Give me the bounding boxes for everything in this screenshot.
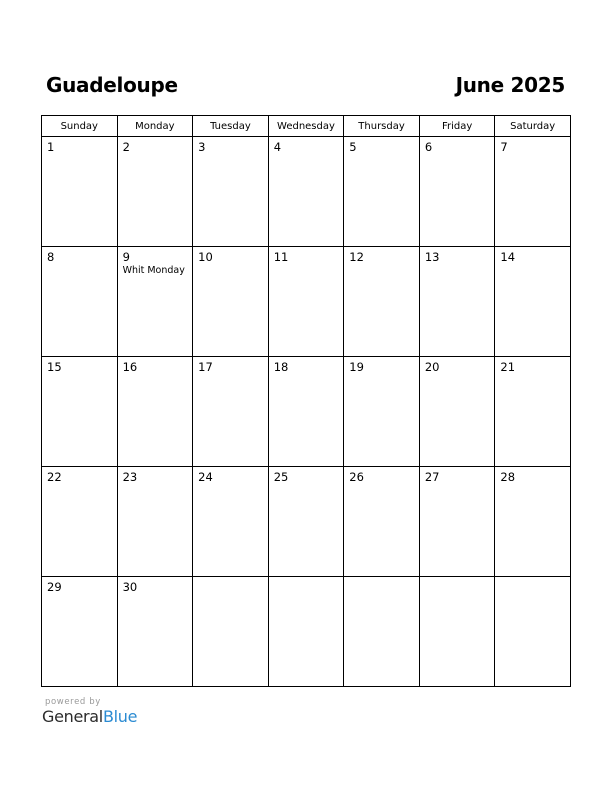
day-cell[interactable] bbox=[193, 577, 269, 687]
day-number: 21 bbox=[500, 360, 516, 374]
day-number: 27 bbox=[424, 470, 440, 484]
day-number: 1 bbox=[47, 140, 55, 154]
day-cell[interactable] bbox=[117, 467, 193, 577]
day-number: 2 bbox=[122, 140, 130, 154]
weekday-header: Wednesday bbox=[268, 116, 344, 137]
week-row bbox=[42, 577, 571, 687]
region-title: Guadeloupe bbox=[46, 73, 178, 97]
weekday-header: Sunday bbox=[42, 116, 118, 137]
day-cell[interactable] bbox=[495, 247, 571, 357]
calendar-grid bbox=[41, 115, 571, 687]
brand-blue-text: Blue bbox=[102, 707, 138, 726]
day-cell[interactable] bbox=[117, 247, 193, 357]
weekday-header: Friday bbox=[419, 116, 495, 137]
weekday-header: Saturday bbox=[495, 116, 571, 137]
day-cell[interactable] bbox=[117, 577, 193, 687]
week-row bbox=[42, 357, 571, 467]
day-number bbox=[420, 577, 495, 581]
day-number: 3 bbox=[198, 140, 206, 154]
day-cell[interactable] bbox=[419, 467, 495, 577]
day-number: 30 bbox=[122, 580, 138, 594]
day-number: 6 bbox=[424, 140, 433, 154]
week-row bbox=[42, 137, 571, 247]
week-row bbox=[42, 467, 571, 577]
day-number: 18 bbox=[273, 360, 289, 374]
weekday-header: Monday bbox=[117, 116, 193, 137]
day-number: 15 bbox=[47, 360, 62, 374]
day-cell[interactable] bbox=[419, 357, 495, 467]
day-cell[interactable] bbox=[42, 137, 118, 247]
day-cell[interactable] bbox=[268, 357, 344, 467]
day-cell[interactable] bbox=[495, 137, 571, 247]
day-cell[interactable] bbox=[344, 247, 420, 357]
day-cell[interactable] bbox=[268, 137, 344, 247]
day-cell[interactable] bbox=[193, 137, 269, 247]
day-cell[interactable] bbox=[344, 577, 420, 687]
day-cell[interactable] bbox=[42, 357, 118, 467]
brand-general-text: General bbox=[42, 707, 103, 726]
powered-by-text: powered by bbox=[45, 697, 101, 707]
day-cell[interactable] bbox=[117, 357, 193, 467]
day-number: 22 bbox=[47, 470, 62, 484]
day-number: 23 bbox=[122, 470, 138, 484]
day-number: 19 bbox=[349, 360, 364, 374]
day-number bbox=[193, 577, 268, 581]
day-number bbox=[344, 577, 419, 581]
day-cell[interactable] bbox=[419, 247, 495, 357]
day-cell[interactable] bbox=[42, 247, 118, 357]
footer-branding bbox=[42, 697, 137, 727]
day-cell[interactable] bbox=[42, 577, 118, 687]
day-number: 24 bbox=[198, 470, 213, 484]
day-cell[interactable] bbox=[495, 357, 571, 467]
day-number: 10 bbox=[198, 250, 213, 264]
day-cell[interactable] bbox=[344, 357, 420, 467]
day-cell[interactable] bbox=[117, 137, 193, 247]
day-cell[interactable] bbox=[193, 357, 269, 467]
day-cell[interactable] bbox=[193, 467, 269, 577]
day-cell[interactable] bbox=[495, 467, 571, 577]
day-number: 17 bbox=[198, 360, 213, 374]
day-number: 16 bbox=[122, 360, 138, 374]
weekday-header-row bbox=[42, 116, 571, 137]
day-number: 29 bbox=[47, 580, 62, 594]
day-number: 14 bbox=[500, 250, 516, 264]
weekday-header: Thursday bbox=[344, 116, 420, 137]
month-year-title: June 2025 bbox=[455, 73, 565, 97]
weekday-header: Tuesday bbox=[193, 116, 269, 137]
day-number: 8 bbox=[47, 250, 55, 264]
day-cell[interactable] bbox=[193, 247, 269, 357]
day-number: 12 bbox=[349, 250, 364, 264]
day-number: 11 bbox=[273, 250, 289, 264]
day-number: 4 bbox=[273, 140, 282, 154]
day-number: 7 bbox=[500, 140, 508, 154]
day-number: 20 bbox=[424, 360, 440, 374]
holiday-label: Whit Monday bbox=[122, 265, 185, 276]
day-cell[interactable] bbox=[268, 247, 344, 357]
day-number: 25 bbox=[273, 470, 289, 484]
day-cell[interactable] bbox=[495, 577, 571, 687]
brand-logo[interactable] bbox=[42, 707, 137, 727]
day-number: 9 bbox=[122, 250, 130, 264]
day-number: 13 bbox=[424, 250, 440, 264]
week-row bbox=[42, 247, 571, 357]
day-number: 5 bbox=[349, 140, 357, 154]
day-cell[interactable] bbox=[268, 467, 344, 577]
day-number: 28 bbox=[500, 470, 516, 484]
day-cell[interactable] bbox=[419, 137, 495, 247]
day-cell[interactable] bbox=[419, 577, 495, 687]
day-cell[interactable] bbox=[42, 467, 118, 577]
day-number bbox=[269, 577, 344, 581]
day-cell[interactable] bbox=[268, 577, 344, 687]
day-cell[interactable] bbox=[344, 467, 420, 577]
day-number bbox=[495, 577, 570, 581]
calendar-header bbox=[46, 72, 565, 98]
day-number: 26 bbox=[349, 470, 364, 484]
day-cell[interactable] bbox=[344, 137, 420, 247]
